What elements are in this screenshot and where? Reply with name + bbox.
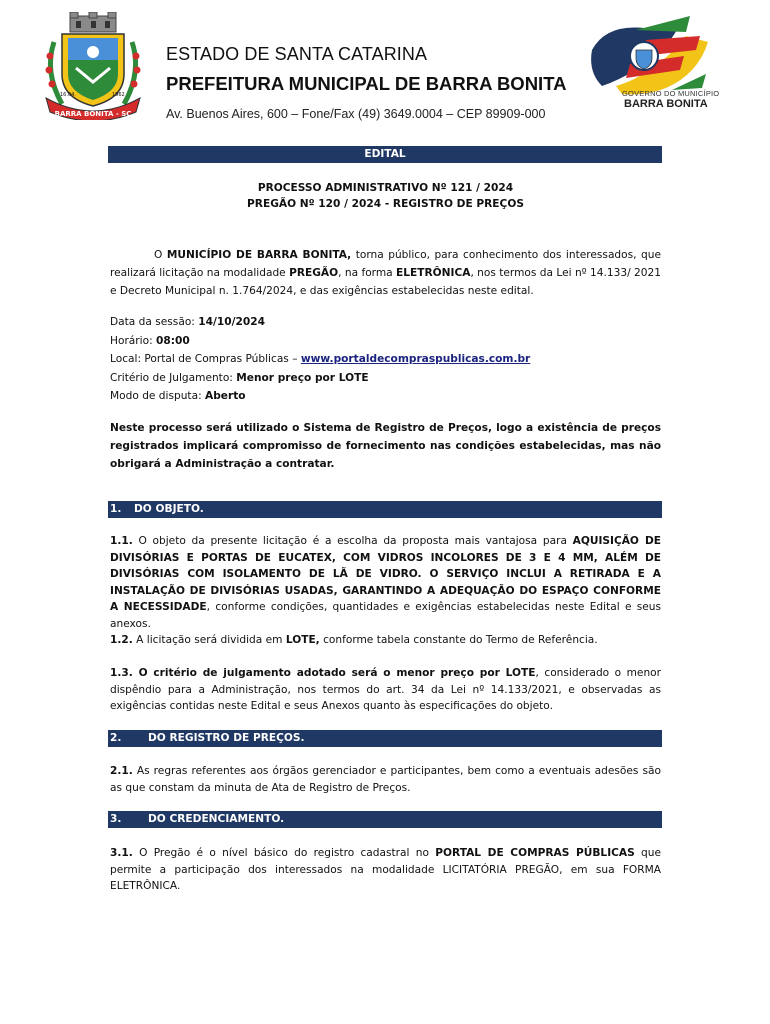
session-criteria — [110, 369, 661, 388]
registry-notice: Neste processo será utilizado o Sistema de Registro de Preços, logo a existência de preços registrados implicará compromisso de fornecimento nas condições estabelecidas, mas não obrigará a Administração a contratar. — [110, 422, 661, 470]
intro-text-1: O — [154, 249, 167, 261]
item-1-3 — [110, 665, 661, 715]
item-2-1-number: 2.1. — [110, 765, 133, 777]
session-time — [110, 332, 661, 351]
portal-link[interactable]: www.portaldecompraspublicas.com.br — [300, 353, 531, 365]
gov-logo-title: BARRA BONITA — [624, 98, 708, 110]
item-1-1-object: AQUISIÇÃO DE DIVISÓRIAS E PORTAS DE EUCATEX, COM VIDROS INCOLORES DE 3 E 4 MM, ALÉM DE DIVISÓRIAS COM ISOLAMENTO DE LÃ DE VIDRO. O SERVIÇO INCLUI A RETIRADA E A INSTALAÇÃO DE DIVISÓRIAS USADAS, GARANTINDO A ADEQUAÇÃO DO ESPAÇO CONFORME A NECESSIDADE — [110, 535, 661, 614]
session-place-label: Local: Portal de Compras Públicas – — [110, 353, 301, 365]
section-1-number: 1. — [110, 503, 122, 515]
gov-logo-subtitle: GOVERNO DO MUNICÍPIO — [622, 89, 720, 98]
intro-text-2: torna público, para conhecimento dos interessados, que realizará licitação na modalidade — [110, 249, 661, 280]
process-number: PROCESSO ADMINISTRATIVO Nº 121 / 2024 — [257, 182, 514, 194]
edital-bar-label: EDITAL — [364, 148, 406, 160]
session-criteria-value: Menor preço por LOTE — [236, 371, 369, 384]
pregao-number: PREGÃO Nº 120 / 2024 - REGISTRO DE PREÇOS — [247, 198, 524, 210]
coat-of-arms-icon — [40, 12, 146, 120]
coat-left-year: 16.04. — [60, 92, 76, 98]
item-1-2-lote: LOTE, — [285, 634, 320, 646]
item-2-1 — [110, 763, 661, 796]
section-2-bar — [108, 730, 662, 747]
intro-form: ELETRÔNICA — [396, 267, 471, 280]
section-2-title: DO REGISTRO DE PREÇOS. — [148, 732, 305, 744]
item-1-2-text: A licitação será dividida em — [132, 634, 286, 646]
session-date — [110, 313, 661, 332]
edital-bar — [108, 146, 662, 163]
item-1-3-text: , considerado o menor dispêndio para a Administração, nos termos do art. 34 da Lei nº 14.133/2021, e observadas as exigências contidas neste Edital e seus Anexos quanto às especificações do objeto. — [110, 667, 661, 713]
item-1-3-number: 1.3. — [110, 667, 133, 679]
item-1-3-criteria: O critério de julgamento adotado será o menor preço por LOTE — [132, 667, 536, 679]
item-3-1-text: O Pregão é o nível básico do registro cadastral no — [132, 847, 436, 859]
state-name: ESTADO DE SANTA CATARINA — [166, 44, 428, 64]
intro-text-4: , nos termos da Lei nº 14.133/ 2021 e Decreto Municipal n. 1.764/2024, e das exigências estabelecidas neste edital. — [110, 267, 661, 298]
section-1-bar — [108, 501, 662, 518]
session-place — [110, 350, 661, 369]
item-3-1-text-end: que permite a participação dos interessados na modalidade LICITATÓRIA PREGÃO, em sua FORMA ELETRÔNICA. — [110, 847, 661, 893]
coat-ribbon-label: BARRA BONITA - SC — [54, 110, 132, 118]
address-line: Av. Buenos Aires, 600 – Fone/Fax (49) 3649.0004 – CEP 89909-000 — [166, 107, 546, 121]
session-mode-value: Aberto — [205, 390, 246, 402]
session-mode — [110, 387, 661, 406]
item-1-1-text: O objeto da presente licitação é a escolha da proposta mais vantajosa para — [132, 535, 573, 547]
city-hall-name: PREFEITURA MUNICIPAL DE BARRA BONITA — [166, 73, 567, 94]
item-3-1 — [110, 845, 661, 895]
intro-modality: PREGÃO — [289, 267, 339, 280]
session-time-label: Horário: — [110, 334, 157, 347]
item-1-2 — [110, 632, 661, 649]
letterhead — [166, 44, 567, 121]
session-criteria-label: Critério de Julgamento: — [110, 371, 237, 384]
item-1-1-number: 1.1. — [110, 535, 133, 547]
section-3-number: 3. — [110, 813, 122, 825]
section-3-bar — [108, 811, 662, 828]
intro-municipality: MUNICÍPIO DE BARRA BONITA, — [166, 249, 352, 261]
session-mode-label: Modo de disputa: — [110, 390, 206, 402]
session-info — [110, 313, 661, 406]
item-3-1-number: 3.1. — [110, 847, 133, 859]
intro-text-3: , na forma — [338, 267, 397, 280]
intro-paragraph — [110, 246, 661, 301]
section-3-title: DO CREDENCIAMENTO. — [148, 813, 285, 825]
item-1-1 — [110, 533, 661, 633]
item-1-2-number: 1.2. — [110, 634, 133, 646]
session-date-value: 14/10/2024 — [198, 316, 265, 328]
item-1-2-text-end: conforme tabela constante do Termo de Referência. — [319, 634, 598, 646]
item-3-1-portal: PORTAL DE COMPRAS PÚBLICAS — [435, 847, 635, 859]
item-2-1-text: As regras referentes aos órgãos gerenciador e participantes, bem como a eventuais adesões são as que constam da minuta de Ata de Registro de Preços. — [110, 765, 661, 794]
coat-right-year: 1962 — [112, 92, 125, 98]
section-2-number: 2. — [110, 732, 122, 744]
session-time-value: 08:00 — [156, 334, 190, 347]
item-1-1-text-end: , conforme condições, quantidades e exigências estabelecidas neste Edital e seus anexos. — [110, 601, 662, 630]
section-1-title: DO OBJETO. — [134, 503, 204, 515]
session-date-label: Data da sessão: — [110, 316, 199, 328]
